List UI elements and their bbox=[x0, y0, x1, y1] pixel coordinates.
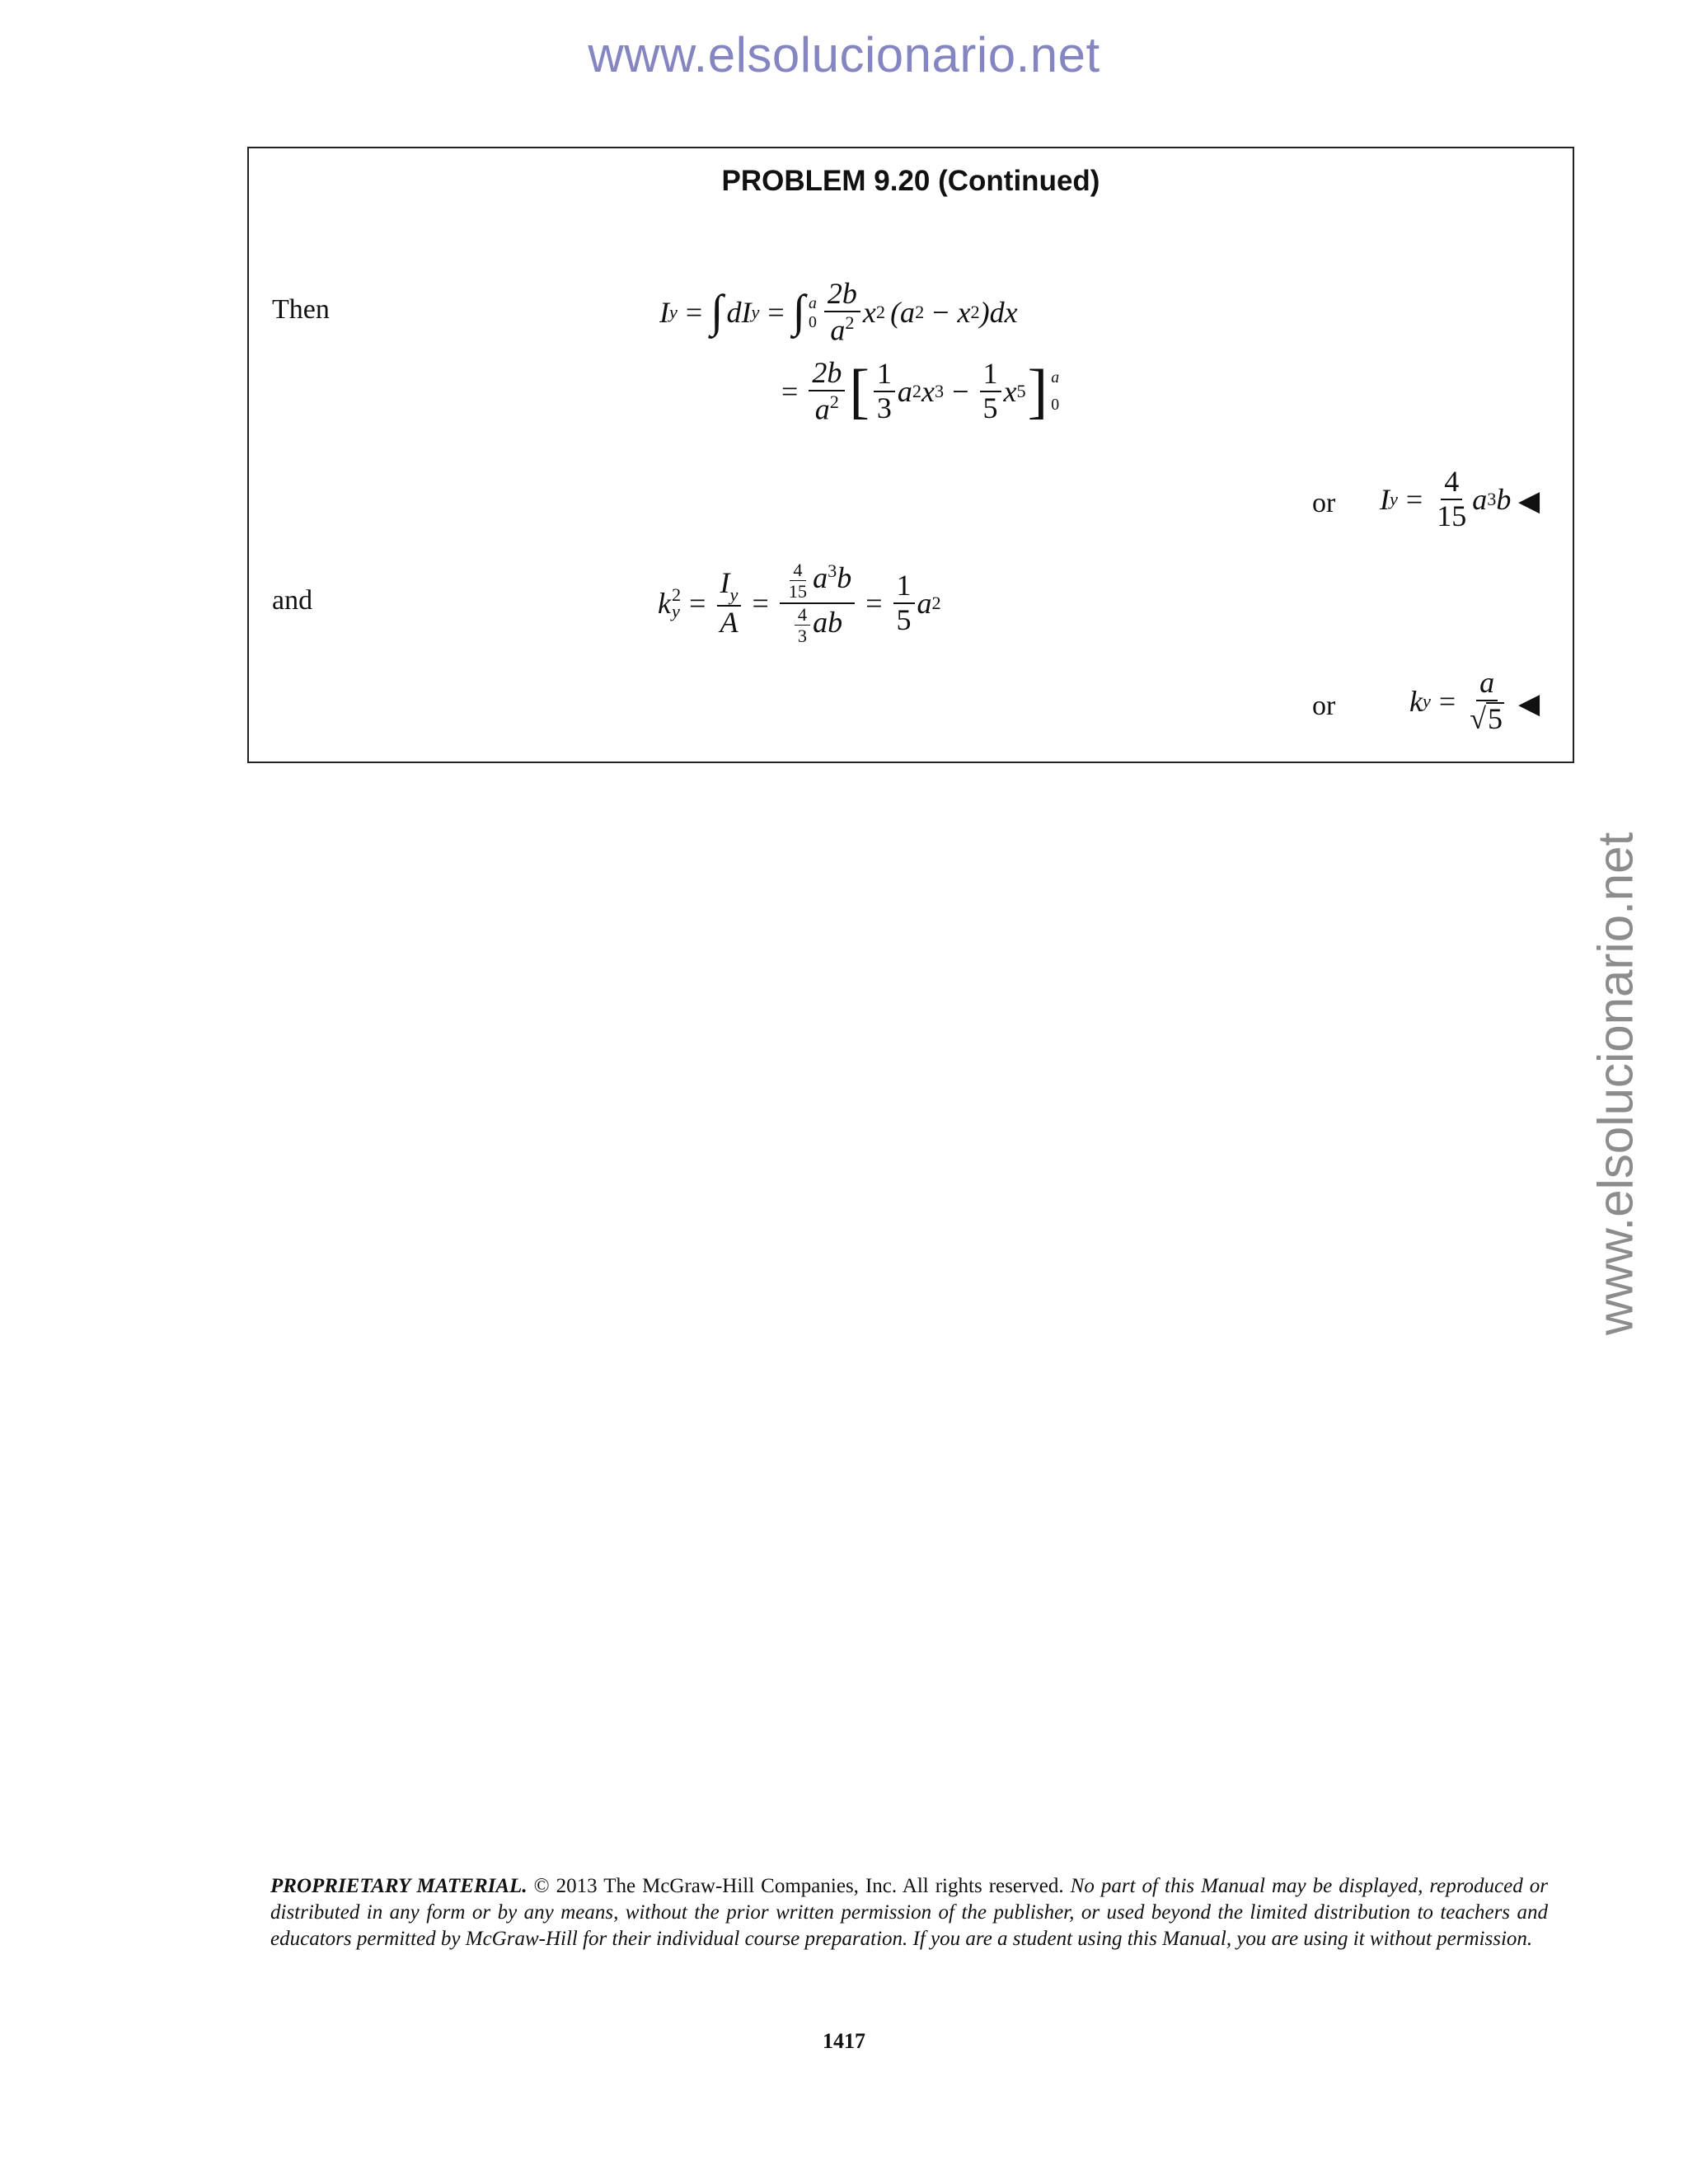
result-iy: I y = $\frac{4}{15}$ a 3 b bbox=[1380, 465, 1512, 532]
equation-evaluated: = $\frac{2b}{a^2}$ [ $\frac{1}{3}$ a 2 x 3 − $\frac{1}{5}$ x 5 ] a 0 bbox=[781, 356, 1060, 426]
answer-marker-icon: ◀ bbox=[1518, 687, 1540, 720]
equation-iy-integral: I y = ∫ dI y = ∫ a 0 $\frac{2b}{a^2}$ x 2 (a 2 − x 2 )dx bbox=[659, 277, 1018, 347]
page-number: 1417 bbox=[823, 2029, 865, 2053]
label-or-2: or bbox=[1312, 691, 1336, 721]
problem-title: PROBLEM 9.20 (Continued) bbox=[721, 165, 1100, 197]
equation-ky-squared: k 2 y = $\frac{I_y}{A}$ = $\frac{4}{15}$ $a^3b$ $\frac{4}{3}$ ab = $\frac{1}{5}$ a 2 bbox=[658, 560, 941, 647]
result-ky: k y = a √ 5 bbox=[1409, 666, 1503, 735]
label-and: and bbox=[272, 585, 313, 616]
label-then: Then bbox=[272, 294, 330, 325]
problem-frame bbox=[247, 147, 1574, 763]
watermark-side: www.elsolucionario.net bbox=[1587, 832, 1643, 1336]
watermark-top: www.elsolucionario.net bbox=[588, 27, 1100, 82]
label-or-1: or bbox=[1312, 488, 1336, 518]
proprietary-notice: PROPRIETARY MATERIAL. © 2013 The McGraw-Hill Companies, Inc. All rights reserved. No part of this Manual may be displayed, reproduced or distributed in any form or by any means, without the prior written permission of the publisher, or used beyond the limited distribution to teachers and educators permitted by McGraw-Hill for their individual course preparation. If you are a student using this Manual, you are using it without permission. bbox=[270, 1875, 1548, 1950]
answer-marker-icon: ◀ bbox=[1518, 485, 1540, 518]
